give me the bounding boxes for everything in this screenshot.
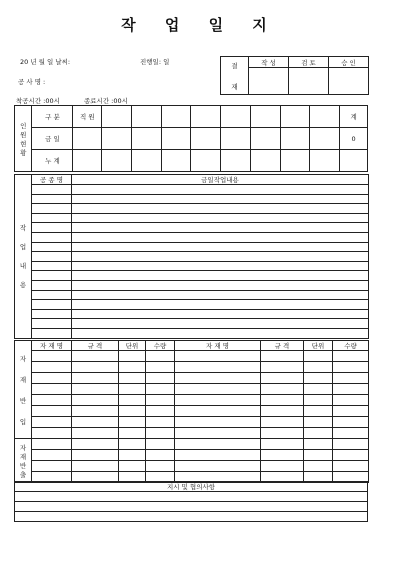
work-col-trade: 공 종 명 — [32, 175, 72, 185]
date-weather-line: 20 년 월 일 날씨: — [20, 58, 71, 66]
work-trade-cell[interactable] — [32, 194, 72, 204]
materials-cell[interactable] — [175, 351, 261, 362]
materials-cell[interactable] — [146, 406, 175, 417]
work-trade-cell[interactable] — [32, 319, 72, 329]
work-content-cell[interactable] — [72, 252, 369, 262]
materials-cell[interactable] — [261, 428, 304, 439]
work-content-cell[interactable] — [72, 223, 369, 233]
materials-cell[interactable] — [304, 351, 333, 362]
work-col-content: 금일작업내용 — [72, 175, 369, 185]
materials-cell[interactable] — [146, 461, 175, 472]
work-content-cell[interactable] — [72, 319, 369, 329]
personnel-total-label: 계 — [340, 106, 368, 128]
materials-cell[interactable] — [72, 461, 119, 472]
materials-cell[interactable] — [261, 351, 304, 362]
materials-cell[interactable] — [119, 384, 146, 395]
materials-cell[interactable] — [32, 439, 72, 450]
materials-cell[interactable] — [304, 362, 333, 373]
materials-cell[interactable] — [146, 351, 175, 362]
materials-cell[interactable] — [119, 362, 146, 373]
materials-cell[interactable] — [175, 395, 261, 406]
work-trade-cell[interactable] — [32, 232, 72, 242]
materials-cell[interactable] — [261, 450, 304, 461]
materials-cell[interactable] — [175, 373, 261, 384]
personnel-cell[interactable] — [250, 106, 280, 128]
materials-cell[interactable] — [32, 384, 72, 395]
instructions-table — [14, 481, 368, 522]
materials-cell[interactable] — [175, 384, 261, 395]
materials-cell[interactable] — [261, 417, 304, 428]
materials-cell[interactable] — [304, 395, 333, 406]
personnel-cell[interactable] — [340, 150, 368, 172]
work-trade-cell[interactable] — [32, 300, 72, 310]
materials-cell[interactable] — [119, 439, 146, 450]
instructions-label: 지시 및 협의사항 — [15, 482, 368, 492]
materials-cell[interactable] — [119, 450, 146, 461]
materials-cell[interactable] — [119, 461, 146, 472]
materials-cell[interactable] — [261, 461, 304, 472]
materials-cell[interactable] — [72, 351, 119, 362]
materials-cell[interactable] — [119, 373, 146, 384]
materials-cell[interactable] — [333, 395, 369, 406]
materials-cell[interactable] — [175, 428, 261, 439]
personnel-table — [14, 105, 368, 172]
start-time: 착공시간 :00시 — [16, 97, 60, 105]
site-name: 공 사 명 : — [18, 78, 46, 86]
personnel-cell[interactable] — [310, 106, 340, 128]
materials-cell[interactable] — [175, 406, 261, 417]
work-trade-cell[interactable] — [32, 261, 72, 271]
materials-cell[interactable] — [333, 362, 369, 373]
approval-sign-approve[interactable] — [329, 68, 369, 95]
personnel-cell[interactable] — [102, 106, 132, 128]
materials-cell[interactable] — [304, 417, 333, 428]
materials-cell[interactable] — [119, 351, 146, 362]
personnel-cell[interactable] — [280, 150, 310, 172]
materials-cell[interactable] — [261, 406, 304, 417]
materials-cell[interactable] — [72, 373, 119, 384]
materials-cell[interactable] — [146, 428, 175, 439]
materials-cell[interactable] — [146, 450, 175, 461]
work-content-cell[interactable] — [72, 194, 369, 204]
work-content-cell[interactable] — [72, 271, 369, 281]
work-content-cell[interactable] — [72, 309, 369, 319]
materials-cell[interactable] — [175, 461, 261, 472]
materials-cell[interactable] — [32, 450, 72, 461]
materials-cell[interactable] — [333, 428, 369, 439]
materials-header-qty-2: 수량 — [333, 341, 369, 351]
work-trade-cell[interactable] — [32, 290, 72, 300]
materials-cell[interactable] — [304, 384, 333, 395]
materials-cell[interactable] — [333, 373, 369, 384]
day-progress: 진행일: 일 — [140, 58, 170, 66]
work-trade-cell[interactable] — [32, 252, 72, 262]
work-content-cell[interactable] — [72, 242, 369, 252]
work-side-label: 작 업 내 용 — [15, 175, 32, 339]
materials-cell[interactable] — [146, 373, 175, 384]
work-content-cell[interactable] — [72, 280, 369, 290]
personnel-cell[interactable] — [131, 128, 161, 150]
approval-col-write: 작 성 — [249, 57, 289, 68]
materials-cell[interactable] — [333, 439, 369, 450]
personnel-cell[interactable] — [161, 150, 191, 172]
materials-cell[interactable] — [119, 428, 146, 439]
personnel-cell[interactable] — [191, 106, 221, 128]
materials-cell[interactable] — [333, 406, 369, 417]
personnel-side-label: 인 원 현 황 — [15, 106, 32, 172]
work-content-cell[interactable] — [72, 213, 369, 223]
materials-cell[interactable] — [32, 461, 72, 472]
materials-header-name-2: 자 재 명 — [175, 341, 261, 351]
instructions-line[interactable] — [15, 512, 368, 522]
materials-cell[interactable] — [72, 428, 119, 439]
document-title: 작 업 일 지 — [121, 16, 279, 34]
materials-cell[interactable] — [304, 373, 333, 384]
materials-cell[interactable] — [175, 362, 261, 373]
materials-cell[interactable] — [119, 395, 146, 406]
work-trade-cell[interactable] — [32, 328, 72, 338]
materials-cell[interactable] — [304, 439, 333, 450]
materials-cell[interactable] — [333, 384, 369, 395]
personnel-cell[interactable] — [131, 106, 161, 128]
materials-cell[interactable] — [72, 406, 119, 417]
materials-header-unit: 단위 — [119, 341, 146, 351]
personnel-cell[interactable] — [191, 128, 221, 150]
materials-cell[interactable] — [304, 406, 333, 417]
personnel-cell[interactable] — [250, 128, 280, 150]
materials-cell[interactable] — [72, 417, 119, 428]
materials-cell[interactable] — [261, 439, 304, 450]
work-content-cell[interactable] — [72, 290, 369, 300]
materials-cell[interactable] — [32, 395, 72, 406]
work-trade-cell[interactable] — [32, 204, 72, 214]
work-trade-cell[interactable] — [32, 271, 72, 281]
personnel-cell[interactable] — [280, 106, 310, 128]
materials-cell[interactable] — [175, 417, 261, 428]
materials-out-side-label: 자 재 반 출 — [15, 439, 32, 483]
materials-cell[interactable] — [261, 362, 304, 373]
approval-col-review: 검 토 — [289, 57, 329, 68]
materials-cell[interactable] — [304, 450, 333, 461]
materials-in-side-label: 자 재 반 입 — [15, 341, 32, 439]
materials-header-spec: 규 격 — [72, 341, 119, 351]
personnel-cell[interactable] — [250, 150, 280, 172]
work-trade-cell[interactable] — [32, 280, 72, 290]
materials-cell[interactable] — [333, 351, 369, 362]
personnel-cell[interactable] — [161, 106, 191, 128]
materials-header-unit-2: 단위 — [304, 341, 333, 351]
materials-header-name: 자 재 명 — [32, 341, 72, 351]
materials-cell[interactable] — [304, 461, 333, 472]
materials-cell[interactable] — [261, 373, 304, 384]
materials-cell[interactable] — [333, 461, 369, 472]
personnel-cell[interactable] — [310, 128, 340, 150]
materials-cell[interactable] — [304, 428, 333, 439]
work-content-cell[interactable] — [72, 328, 369, 338]
materials-cell[interactable] — [261, 395, 304, 406]
work-trade-cell[interactable] — [32, 213, 72, 223]
materials-cell[interactable] — [175, 450, 261, 461]
materials-cell[interactable] — [32, 373, 72, 384]
approval-sign-review[interactable] — [289, 68, 329, 95]
instructions-line[interactable] — [15, 492, 368, 502]
personnel-cell[interactable] — [221, 150, 251, 172]
personnel-cell[interactable] — [221, 128, 251, 150]
personnel-cell[interactable] — [102, 128, 132, 150]
personnel-cell[interactable] — [191, 150, 221, 172]
materials-table — [14, 340, 369, 483]
materials-cell[interactable] — [146, 395, 175, 406]
personnel-row-cumulative: 누 계 — [32, 150, 73, 172]
personnel-cell[interactable] — [221, 106, 251, 128]
personnel-header-job: 직 원 — [73, 106, 102, 128]
materials-cell[interactable] — [119, 406, 146, 417]
materials-cell[interactable] — [119, 417, 146, 428]
personnel-header-category: 구 분 — [32, 106, 73, 128]
materials-cell[interactable] — [72, 362, 119, 373]
materials-cell[interactable] — [32, 417, 72, 428]
materials-cell[interactable] — [146, 384, 175, 395]
personnel-today-total: 0 — [340, 128, 368, 150]
approval-label: 결 재 — [221, 57, 249, 95]
work-content-cell[interactable] — [72, 261, 369, 271]
materials-header-spec-2: 규 격 — [261, 341, 304, 351]
materials-cell[interactable] — [32, 428, 72, 439]
work-trade-cell[interactable] — [32, 309, 72, 319]
materials-cell[interactable] — [175, 439, 261, 450]
personnel-cell[interactable] — [73, 128, 102, 150]
materials-cell[interactable] — [72, 439, 119, 450]
materials-cell[interactable] — [32, 351, 72, 362]
work-content-cell[interactable] — [72, 300, 369, 310]
work-trade-cell[interactable] — [32, 185, 72, 195]
materials-cell[interactable] — [72, 395, 119, 406]
materials-cell[interactable] — [32, 406, 72, 417]
materials-cell[interactable] — [146, 417, 175, 428]
work-content-cell[interactable] — [72, 232, 369, 242]
approval-col-approve: 승 인 — [329, 57, 369, 68]
work-content-cell[interactable] — [72, 204, 369, 214]
instructions-line[interactable] — [15, 502, 368, 512]
work-content-cell[interactable] — [72, 185, 369, 195]
materials-cell[interactable] — [146, 439, 175, 450]
personnel-cell[interactable] — [280, 128, 310, 150]
materials-cell[interactable] — [72, 384, 119, 395]
work-table — [14, 174, 369, 339]
personnel-cell[interactable] — [131, 150, 161, 172]
materials-cell[interactable] — [333, 450, 369, 461]
materials-cell[interactable] — [72, 450, 119, 461]
work-trade-cell[interactable] — [32, 242, 72, 252]
materials-cell[interactable] — [333, 417, 369, 428]
materials-header-qty: 수량 — [146, 341, 175, 351]
approval-sign-write[interactable] — [249, 68, 289, 95]
personnel-row-today: 금 일 — [32, 128, 73, 150]
personnel-cell[interactable] — [310, 150, 340, 172]
approval-table — [220, 56, 369, 95]
materials-cell[interactable] — [261, 384, 304, 395]
materials-cell[interactable] — [146, 362, 175, 373]
materials-cell[interactable] — [32, 362, 72, 373]
personnel-cell[interactable] — [161, 128, 191, 150]
personnel-cell[interactable] — [73, 150, 102, 172]
personnel-cell[interactable] — [102, 150, 132, 172]
work-trade-cell[interactable] — [32, 223, 72, 233]
end-time: 종료시간 :00시 — [84, 97, 128, 105]
